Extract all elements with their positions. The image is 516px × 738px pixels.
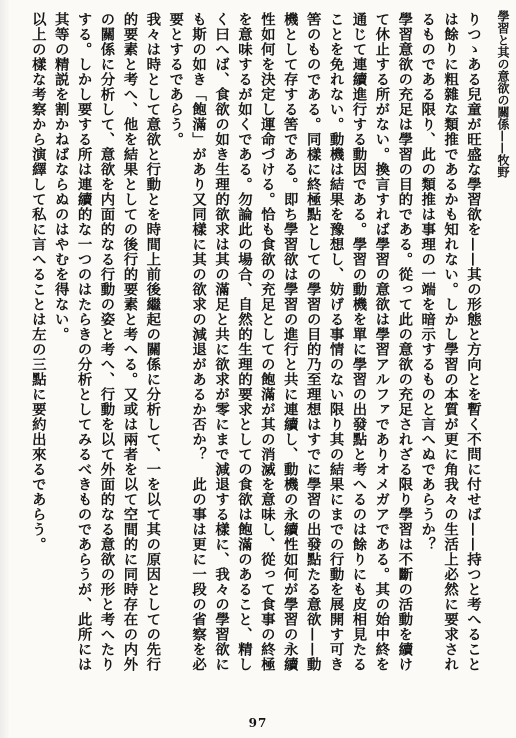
vertical-body-text	[29, 12, 484, 680]
page-edge-shadow	[0, 0, 10, 738]
paragraph-1: りつゝある兒童が旺盛な學習欲を——其の形態と方向とを暫く不問に付せば——持つと考へることは餘りに粗雜な類推であるかも知れない。しかし學習の本質が更に角我々の生活上必然に要求されるものである限り、此の類推は事理の一端を暗示するものと言へぬであらうか？	[419, 12, 482, 672]
paragraph-4: 以上の樣な考察から演繹して私に言へることは左の三點に要約出來るであらう。	[29, 12, 47, 552]
paragraph-2: 學習意欲の充足は學習の目的である。從って此の意欲の充足されざる限り學習は不斷の活動を續けて休止する所がない。換言すれば學習の意欲は學習アルファでありオメガアである。其の始中終を通じて連續進行する動因である。學習の動機を單に學習の出發點と考へるのは餘りにも皮相見たることを免れない。動機は結果を豫想し、妨げる事情のない限り其の結果にまでの行動を展開す可き筈のものである。同樣に終極點としての學習の目的乃至理想はすでに學習の出發點たる意欲——動機として存する筈である。即ち學習欲は學習の進行と共に連續し、動機の永續性如何が學習の永續性如何を決定し運命づける。恰も食欲の充足としての飽滿が其の消滅を意味し、從って食事の終極を意味するが如くである。勿論此の場合、自然的生理的要求としての食欲は飽滿のあること、精しく曰へば、食欲の如き生理的欲求は其の滿足と共に欲求が零にまで減退する樣に、我々の學習欲にも斯の如き「飽滿」があり又同樣に其の欲求の減退があるか否か？ 此の事は更に一段の省察を必要とするであらう。	[167, 12, 414, 672]
page-number: 97	[248, 716, 268, 730]
running-head-title: 學習と其の意欲の關係——牧野	[496, 10, 510, 178]
paragraph-3: 我々は時として意欲と行動とを時間上前後繼起の關係に分析して、一を以て其の原因としての先行的要素と考へ、他を結果としての後行的要素と考へる。又或は兩者を以て空間的に同時存在の内外の關係に分析して、意欲を内面的なる行動の姿と考へ、行動を以て外面的なる意欲の形と考へたりする。しかし要する所は連續的な一つのはたらきの分析としてみるべきものであらうが、此所には其等の精説を割かねばならぬのはやむを得ない。	[52, 12, 162, 672]
